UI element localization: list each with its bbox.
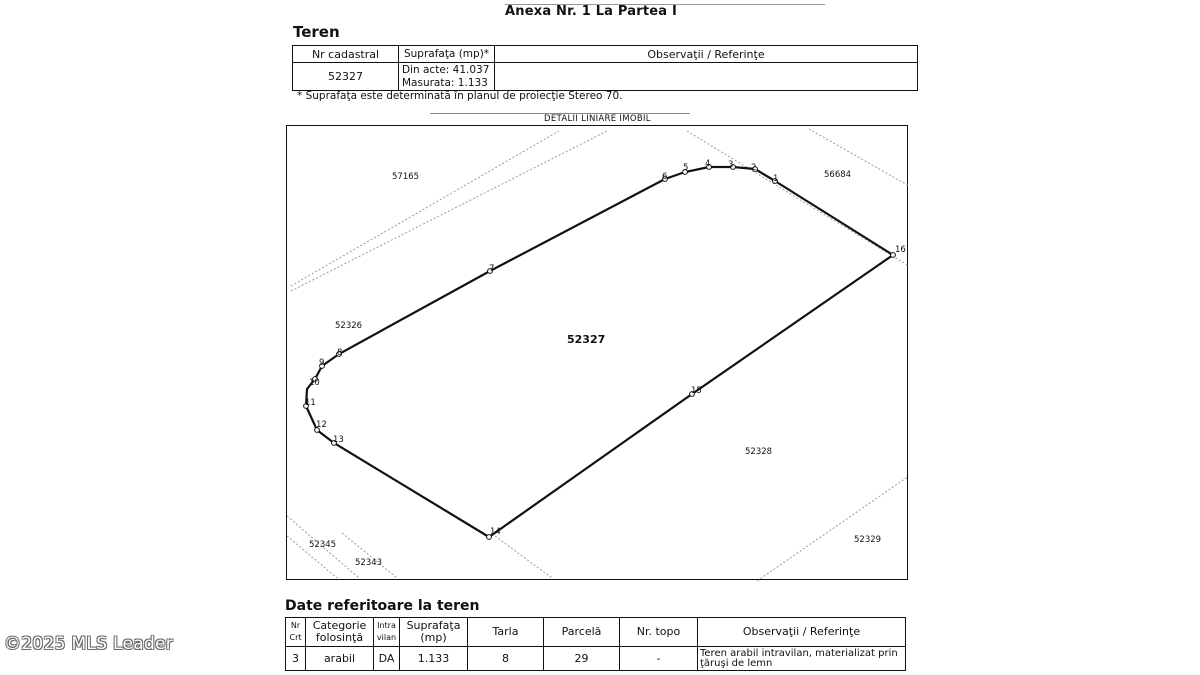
teren-table-row — [293, 63, 918, 91]
watermark: ©2025 MLS Leader — [4, 634, 174, 654]
cell-observatii — [495, 63, 918, 91]
boundary-line — [291, 131, 559, 286]
point-label-11: 11 — [305, 398, 316, 408]
point-label-16: 16 — [895, 245, 906, 255]
section-heading-date: Date referitoare la teren — [285, 598, 480, 614]
section-heading-teren: Teren — [293, 23, 340, 41]
parcel-map — [286, 125, 908, 580]
boundary-line — [342, 533, 397, 578]
point-label-6: 6 — [662, 172, 668, 182]
parcel-outline — [306, 167, 893, 537]
boundary-line — [757, 476, 909, 581]
header-nr-topo: Nr. topo — [620, 618, 698, 647]
header-tarla: Tarla — [468, 618, 544, 647]
footnote: * Suprafaţa este determinată în planul de proiecţie Stereo 70. — [297, 90, 623, 102]
point-label-12: 12 — [316, 420, 327, 430]
point-label-14: 14 — [490, 527, 501, 537]
cell-nr-crt: 3 — [286, 647, 306, 671]
neighbor-label-52328: 52328 — [745, 447, 773, 457]
suprafata-din-acte: Din acte: 41.037 — [402, 63, 490, 76]
header-intravilan: Intra vilan — [374, 618, 400, 647]
parcel-map-drawing — [287, 126, 909, 581]
neighbor-label-52326: 52326 — [335, 321, 363, 331]
cell-parcela: 29 — [544, 647, 620, 671]
header-nr-crt: Nr Crt — [286, 618, 306, 647]
header-categorie: Categorie folosinţă — [306, 618, 374, 647]
cell-tarla: 8 — [468, 647, 544, 671]
header-observatii: Observaţii / Referinţe — [495, 46, 918, 63]
map-caption: DETALII LINIARE IMOBIL — [544, 114, 651, 124]
boundary-points — [304, 165, 896, 540]
point-label-9: 9 — [319, 358, 325, 368]
point-label-7: 7 — [489, 264, 495, 274]
point-label-10: 10 — [309, 378, 320, 388]
point-label-4: 4 — [705, 159, 711, 169]
cell-nr-topo: - — [620, 647, 698, 671]
header-observatii-date: Observaţii / Referinţe — [698, 618, 906, 647]
document-title: Anexa Nr. 1 La Partea I — [505, 4, 678, 19]
neighbor-boundaries — [287, 129, 909, 581]
cell-categorie: arabil — [306, 647, 374, 671]
cell-suprafata — [399, 63, 495, 91]
date-table — [285, 617, 906, 671]
boundary-line — [291, 131, 607, 291]
date-table-header — [286, 618, 906, 647]
header-nr-cadastral: Nr cadastral — [293, 46, 399, 63]
teren-table-header — [293, 46, 918, 63]
cell-nr-cadastral: 52327 — [293, 63, 399, 91]
parcel-label: 52327 — [567, 333, 606, 346]
point-label-1: 1 — [773, 174, 779, 184]
boundary-line — [495, 536, 552, 578]
cell-observatii-date: Teren arabil intravilan, materializat prin ţăruşi de lemn — [698, 647, 906, 671]
point-label-13: 13 — [333, 435, 344, 445]
point-label-3: 3 — [728, 160, 734, 170]
teren-table — [292, 45, 918, 91]
header-suprafata: Suprafaţa (mp)* — [399, 46, 495, 63]
neighbor-label-56684: 56684 — [824, 170, 852, 180]
neighbor-label-52329: 52329 — [854, 535, 882, 545]
point-label-2: 2 — [751, 163, 757, 173]
point-label-8: 8 — [337, 348, 343, 358]
point-label-15: 15 — [691, 386, 702, 396]
header-parcela: Parcelă — [544, 618, 620, 647]
date-table-row — [286, 647, 906, 671]
neighbor-label-57165: 57165 — [392, 172, 420, 182]
neighbor-label-52345: 52345 — [309, 540, 337, 550]
point-label-5: 5 — [683, 163, 689, 173]
boundary-line — [687, 131, 909, 266]
header-suprafata: Suprafaţa (mp) — [400, 618, 468, 647]
cell-suprafata-date: 1.133 — [400, 647, 468, 671]
cell-intravilan: DA — [374, 647, 400, 671]
neighbor-labels — [309, 170, 881, 568]
suprafata-masurata: Masurata: 1.133 — [402, 76, 488, 89]
neighbor-label-52343: 52343 — [355, 558, 383, 568]
